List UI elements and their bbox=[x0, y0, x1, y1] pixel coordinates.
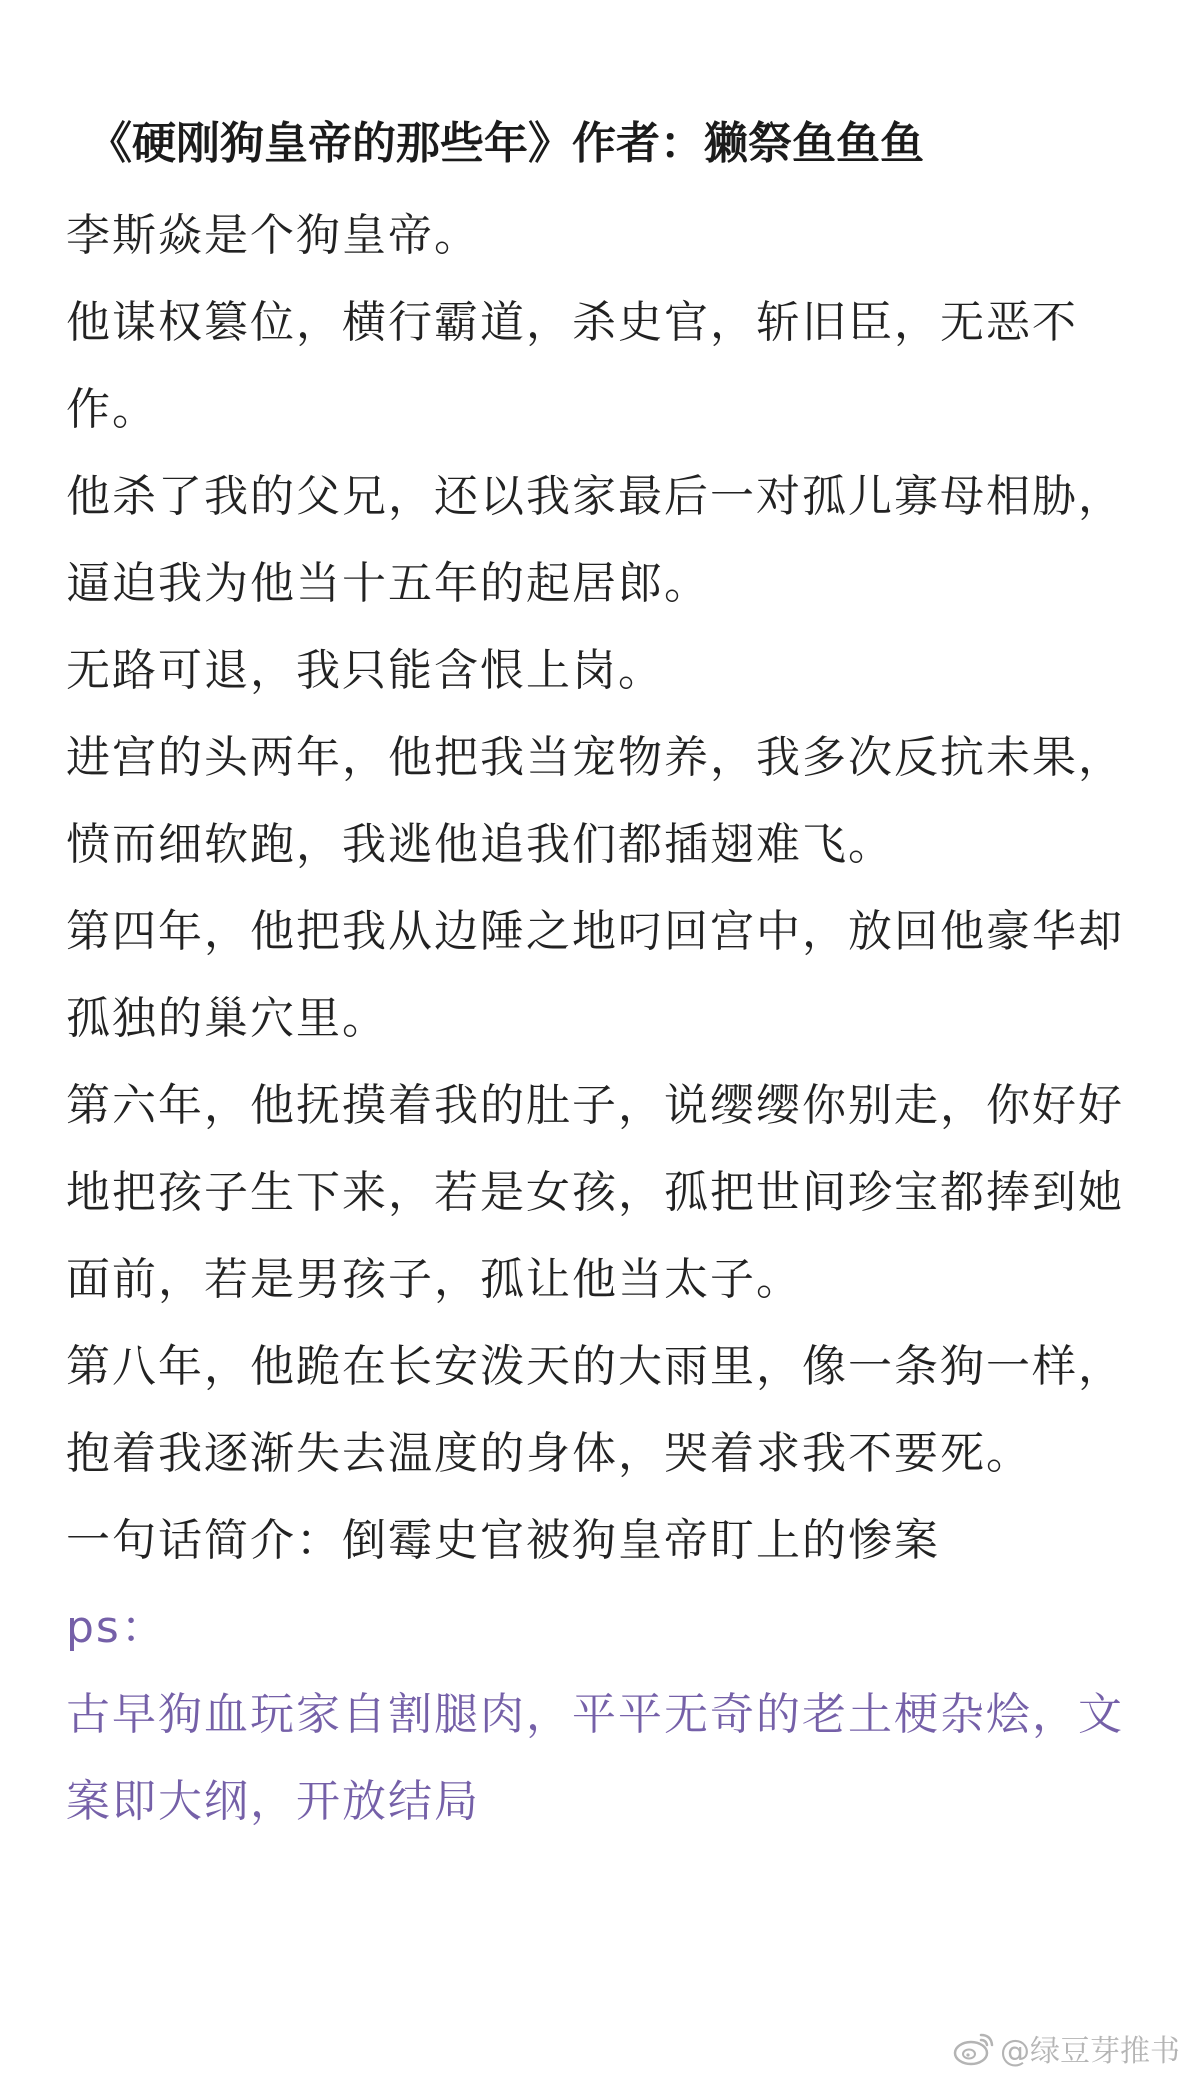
paragraph: 他谋权篡位，横行霸道，杀史官，斩旧臣，无恶不作。 bbox=[66, 297, 1078, 435]
ps-label: ps： bbox=[66, 1602, 167, 1653]
one-line-summary: 一句话简介：倒霉史官被狗皇帝盯上的惨案 bbox=[66, 1515, 940, 1566]
paragraph: 第四年，他把我从边陲之地叼回宫中，放回他豪华却孤独的巢穴里。 bbox=[66, 906, 1124, 1044]
paragraph: 李斯焱是个狗皇帝。 bbox=[66, 210, 480, 261]
article bbox=[66, 112, 1146, 1845]
watermark-text: @绿豆芽推书 bbox=[1000, 2034, 1180, 2069]
paragraph: 他杀了我的父兄，还以我家最后一对孤儿寡母相胁，逼迫我为他当十五年的起居郎。 bbox=[66, 471, 1124, 609]
paragraph: 第八年，他跪在长安泼天的大雨里，像一条狗一样，抱着我逐渐失去温度的身体，哭着求我不要死。 bbox=[66, 1341, 1124, 1479]
paragraph: 第六年，他抚摸着我的肚子，说缨缨你别走，你好好地把孩子生下来，若是女孩，孤把世间珍宝都捧到她面前，若是男孩子，孤让他当太子。 bbox=[66, 1080, 1124, 1305]
weibo-icon bbox=[952, 2030, 996, 2066]
book-title: 《硬刚狗皇帝的那些年》作者：獭祭鱼鱼鱼 bbox=[88, 118, 924, 169]
watermark bbox=[952, 2026, 1180, 2070]
paragraph: 无路可退，我只能含恨上岗。 bbox=[66, 645, 664, 696]
paragraph: 进宫的头两年，他把我当宠物养，我多次反抗未果，愤而细软跑，我逃他追我们都插翅难飞。 bbox=[66, 732, 1124, 870]
ps-note: 古早狗血玩家自割腿肉，平平无奇的老土梗杂烩，文案即大纲，开放结局 bbox=[66, 1689, 1124, 1827]
